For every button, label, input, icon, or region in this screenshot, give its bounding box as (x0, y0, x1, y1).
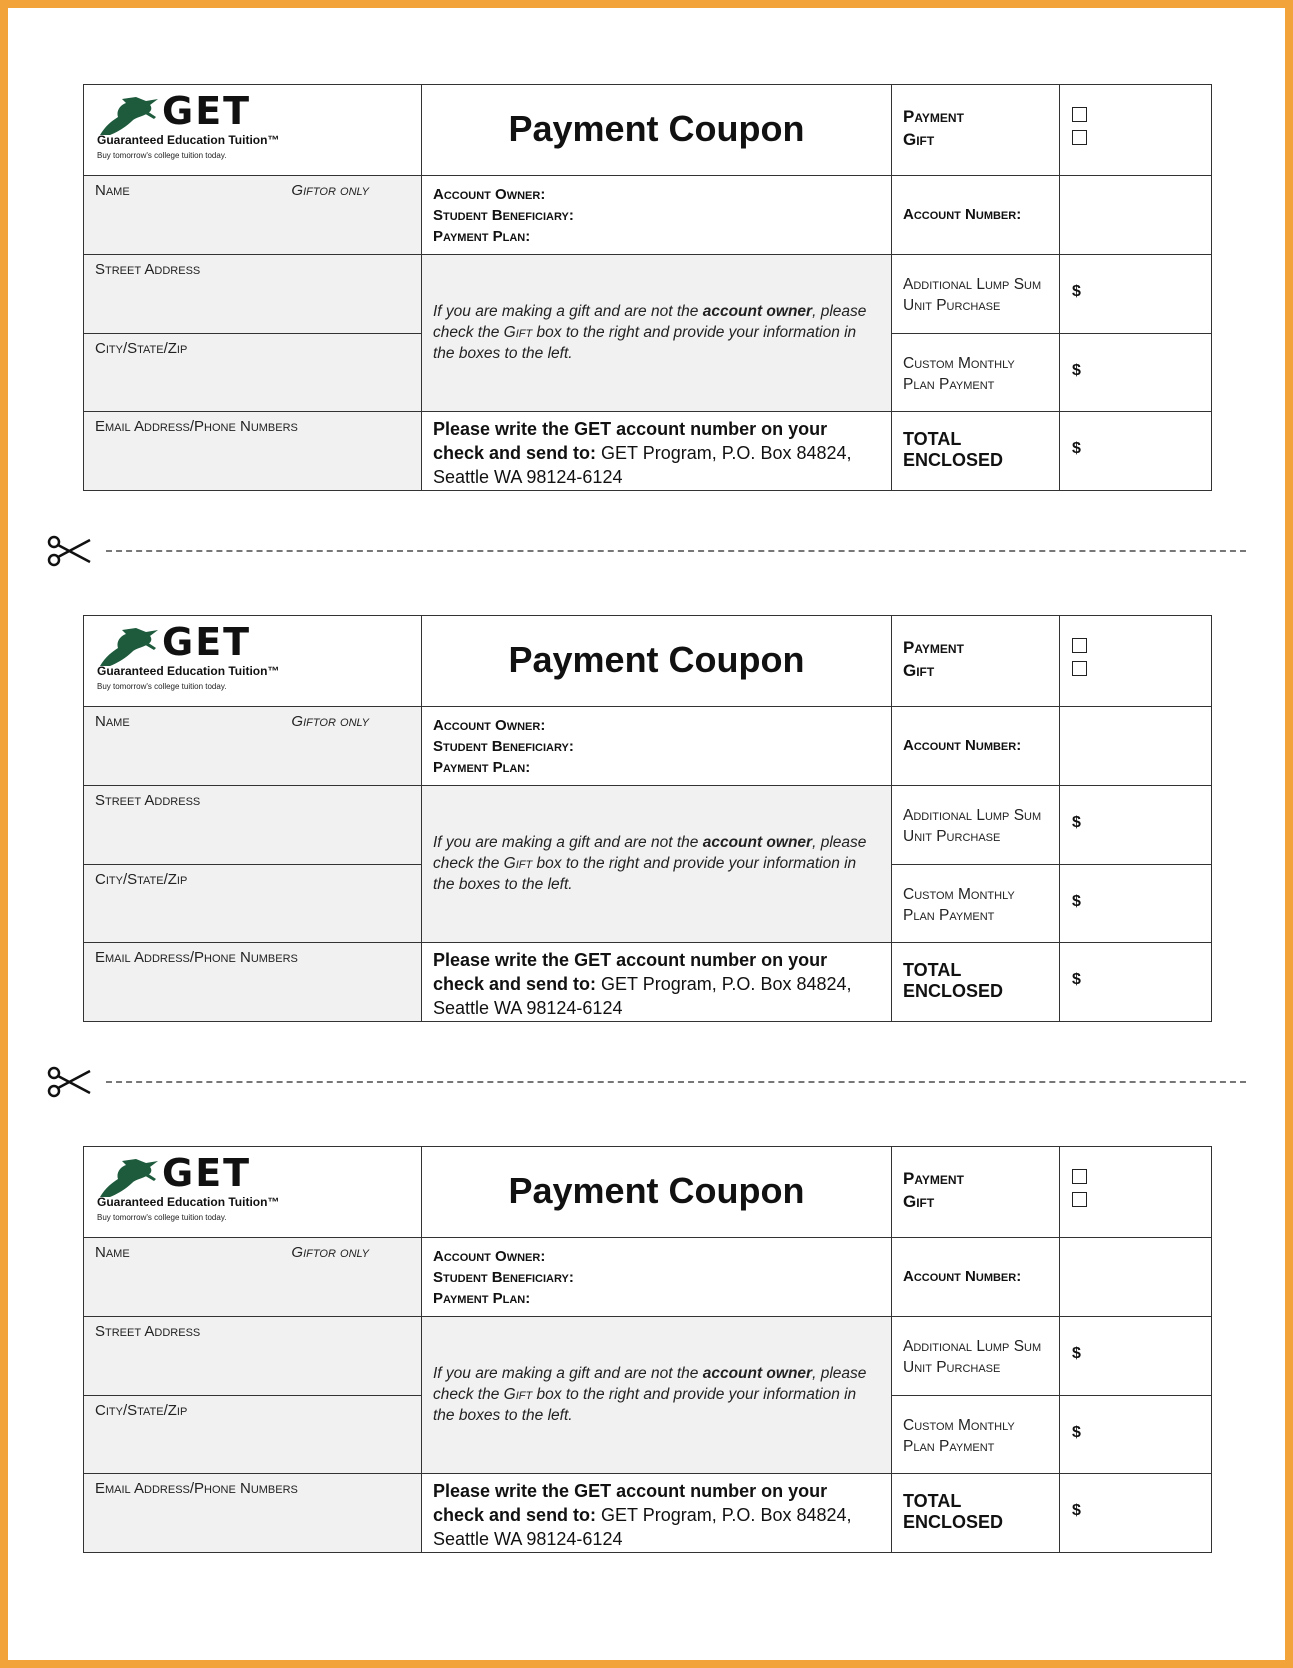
account-number-label-cell (892, 706, 1060, 786)
logo-tagline: Buy tomorrow's college tuition today. (97, 151, 227, 160)
logo-name: Guaranteed Education Tuition™ (97, 664, 280, 678)
account-details-cell[interactable] (422, 1237, 892, 1317)
custom-monthly-amount-field[interactable] (1060, 333, 1212, 412)
payment-label: Payment (903, 638, 964, 657)
lump-sum-label-line1: Additional Lump Sum (903, 276, 1042, 294)
email-phone-label: Email Address/Phone Numbers (95, 418, 298, 436)
title-cell (422, 616, 892, 707)
street-address-label: Street Address (95, 261, 201, 279)
lump-sum-label-cell (892, 1317, 1060, 1396)
logo-brand: GET (162, 620, 252, 664)
name-label: Name (95, 712, 130, 730)
logo-brand: GET (162, 1151, 252, 1195)
total-enclosed-label: TOTAL ENCLOSED (903, 960, 1004, 1002)
logo-name: Guaranteed Education Tuition™ (97, 1195, 280, 1209)
mailing-instructions: Please write the GET account number on your check and send to: GET Program, P.O. Box 84824, Seattle WA 98124-6124 (433, 419, 852, 488)
coupon-title: Payment Coupon (508, 1170, 805, 1211)
dollar-sign: $ (1072, 1502, 1081, 1520)
gift-instructions-cell (422, 255, 892, 412)
title-cell (422, 1147, 892, 1238)
account-details-cell[interactable] (422, 175, 892, 255)
gift-instructions: If you are making a gift and are not the account owner, please check the Gift box to the right and provide your information in the boxes to the left. (433, 834, 867, 894)
account-number-field[interactable] (1060, 175, 1212, 255)
get-logo (84, 1147, 421, 1235)
street-address-label: Street Address (95, 1323, 201, 1341)
lump-sum-label-line1: Additional Lump Sum (903, 1338, 1042, 1356)
dollar-sign: $ (1072, 971, 1081, 989)
payment-checkbox[interactable] (1072, 638, 1087, 653)
logo-tagline: Buy tomorrow's college tuition today. (97, 682, 227, 691)
city-state-zip-field[interactable] (84, 864, 422, 943)
email-phone-field[interactable] (84, 943, 422, 1022)
account-number-field[interactable] (1060, 706, 1212, 786)
get-logo (84, 85, 421, 173)
coupon-title: Payment Coupon (508, 108, 805, 149)
gift-checkbox[interactable] (1072, 661, 1087, 676)
email-phone-field[interactable] (84, 412, 422, 491)
name-label: Name (95, 181, 130, 199)
logo-brand: GET (162, 89, 252, 133)
email-phone-field[interactable] (84, 1474, 422, 1553)
student-beneficiary-label: Student Beneficiary: (433, 737, 574, 755)
scissors-icon (46, 534, 92, 568)
mailing-instructions: Please write the GET account number on your check and send to: GET Program, P.O. Box 84824, Seattle WA 98124-6124 (433, 950, 852, 1019)
name-field[interactable] (84, 1237, 422, 1317)
city-state-zip-label: City/State/Zip (95, 1401, 188, 1419)
total-label-cell (892, 412, 1060, 491)
lump-sum-label-cell (892, 255, 1060, 334)
custom-monthly-amount-field[interactable] (1060, 1395, 1212, 1474)
custom-monthly-label-line2: Plan Payment (903, 375, 995, 393)
gift-instructions-cell (422, 1317, 892, 1474)
custom-monthly-label-line2: Plan Payment (903, 1437, 995, 1455)
dollar-sign: $ (1072, 440, 1081, 458)
get-logo (84, 616, 421, 704)
gift-instructions: If you are making a gift and are not the account owner, please check the Gift box to the right and provide your information in the boxes to the left. (433, 1365, 867, 1425)
name-field[interactable] (84, 706, 422, 786)
city-state-zip-field[interactable] (84, 333, 422, 412)
lump-sum-label-line2: Unit Purchase (903, 828, 1001, 846)
lump-sum-amount-field[interactable] (1060, 1317, 1212, 1396)
custom-monthly-label-cell (892, 1395, 1060, 1474)
logo-cell (84, 1147, 422, 1238)
lump-sum-amount-field[interactable] (1060, 786, 1212, 865)
giftor-only-label: Giftor only (291, 1243, 369, 1261)
payment-coupon (83, 615, 1212, 1022)
coupon-title: Payment Coupon (508, 639, 805, 680)
mailing-instructions: Please write the GET account number on your check and send to: GET Program, P.O. Box 84824, Seattle WA 98124-6124 (433, 1481, 852, 1550)
payment-plan-label: Payment Plan: (433, 227, 531, 245)
total-enclosed-label: TOTAL ENCLOSED (903, 429, 1004, 471)
payment-plan-label: Payment Plan: (433, 1289, 531, 1307)
gift-checkbox[interactable] (1072, 130, 1087, 145)
street-address-field[interactable] (84, 786, 422, 865)
dollar-sign: $ (1072, 283, 1081, 301)
mailing-instructions-cell (422, 412, 892, 491)
gift-label: Gift (903, 661, 935, 680)
custom-monthly-label-line1: Custom Monthly (903, 1416, 1015, 1434)
logo-cell (84, 85, 422, 176)
scissors-icon (46, 1065, 92, 1099)
dollar-sign: $ (1072, 814, 1081, 832)
payment-label: Payment (903, 107, 964, 126)
payment-gift-check-cell (1060, 85, 1212, 176)
dollar-sign: $ (1072, 892, 1081, 910)
logo-tagline: Buy tomorrow's college tuition today. (97, 1213, 227, 1222)
account-number-label-cell (892, 1237, 1060, 1317)
gift-instructions: If you are making a gift and are not the account owner, please check the Gift box to the right and provide your information in the boxes to the left. (433, 303, 867, 363)
title-cell (422, 85, 892, 176)
gift-instructions-cell (422, 786, 892, 943)
mailing-instructions-cell (422, 943, 892, 1022)
account-number-label: Account Number: (903, 206, 1022, 224)
city-state-zip-label: City/State/Zip (95, 870, 188, 888)
payment-coupon (83, 84, 1212, 491)
lump-sum-label-line1: Additional Lump Sum (903, 807, 1042, 825)
custom-monthly-label-cell (892, 333, 1060, 412)
payment-gift-label-cell (892, 85, 1060, 176)
account-number-label-cell (892, 175, 1060, 255)
cut-line (46, 530, 1246, 570)
payment-label: Payment (903, 1169, 964, 1188)
giftor-only-label: Giftor only (291, 712, 369, 730)
gift-label: Gift (903, 130, 935, 149)
street-address-field[interactable] (84, 255, 422, 334)
total-amount-field[interactable] (1060, 412, 1212, 491)
payment-gift-label-cell (892, 1147, 1060, 1238)
custom-monthly-label-line1: Custom Monthly (903, 354, 1015, 372)
total-amount-field[interactable] (1060, 1474, 1212, 1553)
account-details-cell[interactable] (422, 706, 892, 786)
email-phone-label: Email Address/Phone Numbers (95, 1480, 298, 1498)
custom-monthly-label-line1: Custom Monthly (903, 885, 1015, 903)
account-owner-label: Account Owner: (433, 1247, 546, 1265)
account-number-label: Account Number: (903, 1268, 1022, 1286)
gift-checkbox[interactable] (1072, 1192, 1087, 1207)
student-beneficiary-label: Student Beneficiary: (433, 1268, 574, 1286)
total-label-cell (892, 943, 1060, 1022)
account-number-field[interactable] (1060, 1237, 1212, 1317)
lump-sum-label-line2: Unit Purchase (903, 297, 1001, 315)
payment-checkbox[interactable] (1072, 107, 1087, 122)
payment-gift-label-cell (892, 616, 1060, 707)
lump-sum-label-line2: Unit Purchase (903, 1359, 1001, 1377)
city-state-zip-label: City/State/Zip (95, 339, 188, 357)
street-address-field[interactable] (84, 1317, 422, 1396)
custom-monthly-amount-field[interactable] (1060, 864, 1212, 943)
name-field[interactable] (84, 175, 422, 255)
account-owner-label: Account Owner: (433, 716, 546, 734)
city-state-zip-field[interactable] (84, 1395, 422, 1474)
gift-label: Gift (903, 1192, 935, 1211)
name-label: Name (95, 1243, 130, 1261)
total-label-cell (892, 1474, 1060, 1553)
logo-cell (84, 616, 422, 707)
logo-name: Guaranteed Education Tuition™ (97, 133, 280, 147)
custom-monthly-label-line2: Plan Payment (903, 906, 995, 924)
dashed-cut-line (106, 1081, 1246, 1083)
email-phone-label: Email Address/Phone Numbers (95, 949, 298, 967)
giftor-only-label: Giftor only (291, 181, 369, 199)
mailing-instructions-cell (422, 1474, 892, 1553)
payment-coupon (83, 1146, 1212, 1553)
lump-sum-amount-field[interactable] (1060, 255, 1212, 334)
total-amount-field[interactable] (1060, 943, 1212, 1022)
payment-checkbox[interactable] (1072, 1169, 1087, 1184)
lump-sum-label-cell (892, 786, 1060, 865)
dollar-sign: $ (1072, 1423, 1081, 1441)
total-enclosed-label: TOTAL ENCLOSED (903, 1491, 1004, 1533)
payment-gift-check-cell (1060, 616, 1212, 707)
custom-monthly-label-cell (892, 864, 1060, 943)
dollar-sign: $ (1072, 1345, 1081, 1363)
payment-gift-check-cell (1060, 1147, 1212, 1238)
street-address-label: Street Address (95, 792, 201, 810)
student-beneficiary-label: Student Beneficiary: (433, 206, 574, 224)
payment-plan-label: Payment Plan: (433, 758, 531, 776)
account-number-label: Account Number: (903, 737, 1022, 755)
cut-line (46, 1061, 1246, 1101)
dollar-sign: $ (1072, 361, 1081, 379)
account-owner-label: Account Owner: (433, 185, 546, 203)
dashed-cut-line (106, 550, 1246, 552)
